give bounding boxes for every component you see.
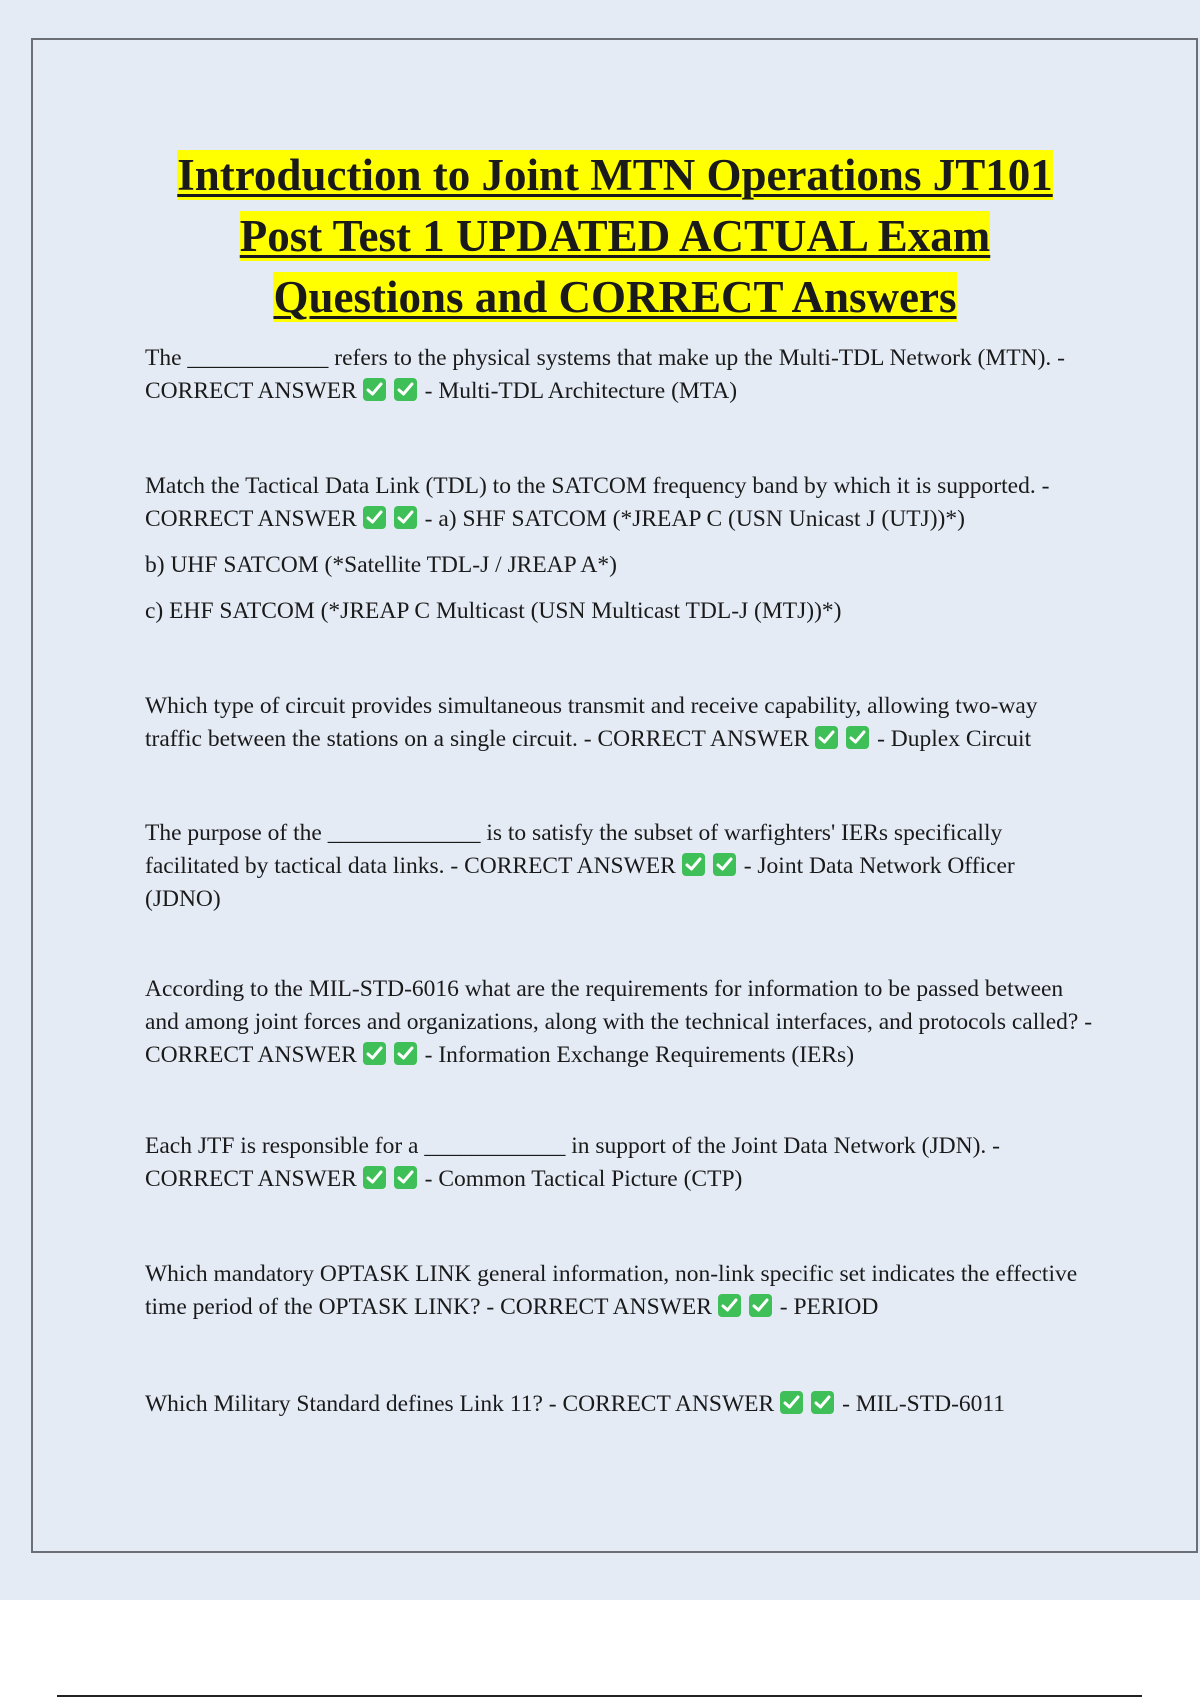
qa-item-text	[145, 690, 1095, 756]
qa-item-text	[145, 470, 1095, 536]
question-text: Each JTF is responsible for a ____________ in support of the Joint Data Network (JDN). - CORRECT ANSWER	[145, 1133, 1000, 1192]
check-mark-icon	[815, 726, 838, 749]
answer-text: - Information Exchange Requirements (IERs)	[424, 1042, 855, 1068]
qa-item-text	[145, 1258, 1095, 1324]
qa-item-2	[145, 470, 1095, 628]
question-text: Match the Tactical Data Link (TDL) to the SATCOM frequency band by which it is supported. - CORRECT ANSWER	[145, 473, 1050, 532]
check-mark-icon	[749, 1294, 772, 1317]
question-text: Which type of circuit provides simultaneous transmit and receive capability, allowing two-way traffic between the stations on a single circuit. - CORRECT ANSWER	[145, 693, 1038, 752]
check-mark-icon	[718, 1294, 741, 1317]
qa-item-text	[145, 342, 1095, 408]
qa-item-text	[145, 1388, 1095, 1421]
check-mark-icon	[394, 1166, 417, 1189]
answer-text: - Joint Data Network Officer (JDNO)	[145, 853, 1015, 912]
answer-extra-line: b) UHF SATCOM (*Satellite TDL-J / JREAP A*)	[145, 552, 617, 578]
check-mark-icon	[363, 1042, 386, 1065]
question-text: According to the MIL-STD-6016 what are the requirements for information to be passed between and among joint forces and organizations, along with the technical interfaces, and protocols called? - CORRECT ANSWER	[145, 976, 1093, 1068]
qa-item-7	[145, 1258, 1095, 1324]
check-mark-icon	[713, 853, 736, 876]
answer-text: - PERIOD	[779, 1294, 879, 1320]
check-mark-icon	[811, 1391, 834, 1414]
qa-item-text	[145, 1130, 1095, 1196]
qa-item-1	[145, 342, 1095, 408]
title-line-3: Questions and CORRECT Answers	[273, 272, 957, 322]
answer-text: - MIL-STD-6011	[842, 1391, 1006, 1417]
check-mark-icon	[363, 506, 386, 529]
check-mark-icon	[394, 1042, 417, 1065]
qa-item-5	[145, 973, 1095, 1072]
check-mark-icon	[363, 378, 386, 401]
check-mark-icon	[846, 726, 869, 749]
question-text: Which mandatory OPTASK LINK general information, non-link specific set indicates the effective time period of the OPTASK LINK? - CORRECT ANSWER	[145, 1261, 1078, 1320]
qa-item-6	[145, 1130, 1095, 1196]
check-mark-icon	[682, 853, 705, 876]
bottom-divider	[57, 1695, 1142, 1697]
qa-item-8	[145, 1388, 1095, 1421]
qa-item-4	[145, 817, 1095, 916]
answer-text: - Common Tactical Picture (CTP)	[424, 1166, 743, 1192]
answer-text: - Multi-TDL Architecture (MTA)	[424, 378, 738, 404]
question-text: Which Military Standard defines Link 11? - CORRECT ANSWER	[145, 1391, 781, 1417]
title-line-1: Introduction to Joint MTN Operations JT101	[177, 150, 1053, 200]
check-mark-icon	[394, 378, 417, 401]
answer-extra-line: c) EHF SATCOM (*JREAP C Multicast (USN Multicast TDL-J (MTJ))*)	[145, 598, 842, 624]
answer-text: - Duplex Circuit	[877, 726, 1032, 752]
document-title	[100, 145, 1130, 328]
qa-item-text	[145, 973, 1095, 1072]
check-mark-icon	[394, 506, 417, 529]
qa-item-3	[145, 690, 1095, 756]
check-mark-icon	[780, 1391, 803, 1414]
qa-item-text	[145, 817, 1095, 916]
answer-text: - a) SHF SATCOM (*JREAP C (USN Unicast J (UTJ))*)	[424, 506, 965, 532]
question-text: The ____________ refers to the physical systems that make up the Multi-TDL Network (MTN). - CORRECT ANSWER	[145, 345, 1065, 404]
title-line-2: Post Test 1 UPDATED ACTUAL Exam	[239, 211, 991, 261]
question-text: The purpose of the _____________ is to satisfy the subset of warfighters' IERs specifically facilitated by tactical data links. - CORRECT ANSWER	[145, 820, 1003, 879]
check-mark-icon	[363, 1166, 386, 1189]
